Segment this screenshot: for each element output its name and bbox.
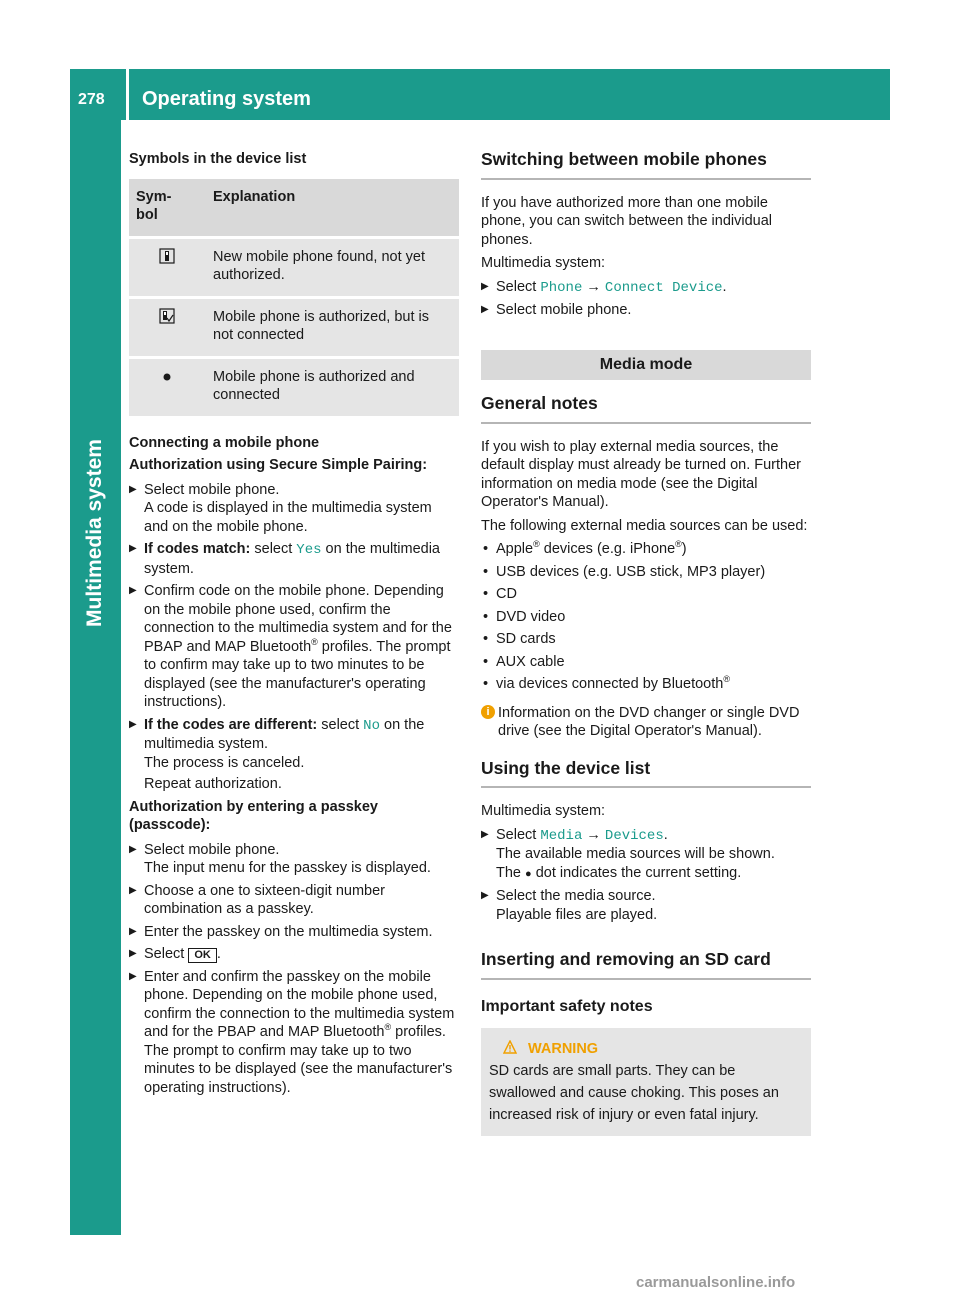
list-item: • USB devices (e.g. USB stick, MP3 player): [481, 563, 811, 582]
list-item: • CD: [481, 585, 811, 604]
symbols-heading: Symbols in the device list: [129, 151, 307, 167]
arrow: →: [582, 826, 605, 843]
step-condition: If the codes are different:: [144, 716, 318, 733]
page-number: 278: [78, 91, 105, 108]
step-text: Confirm code on the mobile phone. Depending on the mobile phone used, confirm the connection to the multimedia system and for the PBAP and MAP Bluetooth: [144, 583, 452, 655]
info-note: [481, 704, 811, 741]
registered-mark: ®: [311, 636, 318, 647]
step-text: dot indicates the current setting.: [531, 864, 742, 881]
page-header: [70, 69, 890, 120]
step-text: Select: [496, 826, 541, 843]
step-text: Playable files are played.: [496, 906, 658, 923]
step-text: on the multimedia system.: [144, 716, 425, 752]
symbol-cell: [129, 237, 206, 297]
ok-key-icon: OK: [188, 948, 217, 963]
list-item: • DVD video: [481, 608, 811, 627]
list-item: [129, 481, 459, 537]
list-item: [129, 540, 459, 578]
list-item: [129, 841, 459, 878]
softkey-no: No: [363, 717, 380, 734]
step-text: select: [250, 541, 297, 557]
step-condition: If codes match:: [144, 541, 251, 557]
step-text: The: [496, 864, 526, 881]
table-row: [129, 357, 459, 416]
info-icon: i: [481, 705, 495, 719]
symbol-cell: [129, 357, 206, 416]
explanation-cell: Mobile phone is authorized, but is not connected: [206, 297, 459, 357]
step-text: .: [663, 826, 668, 843]
registered-mark: ®: [723, 674, 730, 685]
explanation-cell: New mobile phone found, not yet authorized.: [206, 237, 459, 297]
table-row: [129, 237, 459, 297]
warning-triangle-icon: [503, 1040, 517, 1054]
sources-intro: The following external media sources can be used:: [481, 517, 808, 534]
menu-phone: Phone: [540, 279, 583, 296]
side-tab-label: Multimedia system: [83, 439, 106, 627]
switching-text: If you have authorized more than one mobile phone, you can switch between the individual phones.: [481, 194, 772, 248]
softkey-yes: Yes: [296, 542, 322, 558]
passkey-heading: Authorization by entering a passkey (passcode):: [129, 798, 378, 833]
step-text: The process is canceled.: [144, 754, 305, 771]
col-symbol-header: Sym- bol: [129, 179, 206, 238]
explanation-cell: Mobile phone is authorized and connected: [206, 357, 459, 416]
switching-heading: Switching between mobile phones: [481, 150, 811, 180]
warning-box: [481, 1028, 811, 1136]
list-item: [129, 716, 459, 794]
step-text: .: [216, 946, 221, 962]
page-title: Operating system: [142, 88, 311, 110]
header-divider: [126, 69, 129, 120]
symbol-cell: [129, 297, 206, 357]
list-item: [129, 582, 459, 712]
ssp-heading: Authorization using Secure Simple Pairing:: [129, 457, 428, 473]
info-text: Information on the DVD changer or single DVD drive (see the Digital Operator's Manual).: [498, 704, 800, 739]
media-mode-heading: Media mode: [481, 350, 811, 381]
registered-mark: ®: [533, 539, 540, 550]
mobile-phone-authorized-icon: [159, 308, 175, 324]
list-item: ▶ Choose a one to sixteen-digit number combination as a passkey.: [129, 882, 459, 919]
list-item: • AUX cable: [481, 653, 811, 672]
right-column: [481, 150, 811, 1136]
table-row: [129, 297, 459, 357]
bullet-text: Apple: [496, 541, 534, 557]
step-text: profiles. The prompt to confirm may take up to two minutes to be displayed (see the manufacturer's operating instructions).: [144, 1024, 453, 1096]
step-text: .: [722, 278, 727, 295]
bullet-text: ): [681, 541, 687, 557]
step-text: The available media sources will be shown.: [496, 846, 775, 862]
general-notes-text: If you wish to play external media sources, the default display must already be turned on. Further information on media mode (see the Digital Operator's Manual).: [481, 438, 801, 510]
list-item: [481, 826, 811, 884]
warning-title: WARNING: [528, 1041, 599, 1057]
side-tab-label-wrap: [81, 420, 109, 650]
step-text: The input menu for the passkey is displayed.: [144, 860, 431, 876]
registered-mark: ®: [675, 539, 682, 550]
list-item: [481, 675, 811, 694]
list-item: [129, 968, 459, 1098]
connecting-heading: Connecting a mobile phone: [129, 434, 320, 451]
step-text: A code is displayed in the multimedia system and on the mobile phone.: [144, 500, 432, 535]
step-text: on the multimedia system.: [144, 541, 440, 577]
list-item: ▶ Enter the passkey on the multimedia system.: [129, 923, 459, 942]
list-item: [129, 945, 459, 964]
menu-devices: Devices: [604, 827, 664, 844]
step-text: ▶ Select mobile phone.: [144, 481, 280, 498]
mobile-phone-found-icon: [159, 248, 175, 264]
list-item: [481, 278, 811, 298]
step-text: Repeat authorization.: [144, 776, 282, 792]
bullet-text: devices (e.g. iPhone: [539, 541, 676, 557]
device-list-heading: Using the device list: [481, 759, 811, 789]
list-item: ▶ Select mobile phone.: [481, 301, 811, 320]
side-tab: [70, 120, 121, 1235]
safety-heading: Important safety notes: [481, 997, 653, 1015]
step-text: profiles. The prompt to confirm may take up to two minutes to be displayed (see the manufacturer's operating instructions).: [144, 638, 451, 710]
bullet-text: via devices connected by Bluetooth: [496, 676, 724, 692]
sd-card-heading: Inserting and removing an SD card: [481, 950, 811, 980]
registered-mark: ®: [384, 1022, 392, 1033]
arrow: →: [582, 278, 605, 295]
step-text: Enter and confirm the passkey on the mobile phone. Depending on the mobile phone used, confirm the connection to the multimedia system and for the PBAP and MAP Bluetooth: [144, 968, 455, 1040]
step-text: select: [317, 716, 364, 733]
current-dot-icon: ●: [525, 867, 532, 880]
table-header-row: [129, 179, 459, 238]
symbols-table: [129, 179, 459, 416]
step-text: ▶ Select mobile phone.: [144, 841, 280, 858]
watermark: carmanualsonline.info: [636, 1274, 796, 1291]
step-text: ▶ Select the media source.: [496, 888, 656, 904]
list-item: • SD cards: [481, 630, 811, 649]
multimedia-label: Multimedia system:: [481, 803, 606, 819]
connected-dot-icon: [162, 368, 172, 384]
warning-text: SD cards are small parts. They can be swallowed and cause choking. This poses an increased risk of injury or even fatal injury.: [489, 1063, 779, 1123]
list-item: [481, 887, 811, 924]
list-item: [481, 540, 811, 559]
menu-media: Media: [540, 827, 583, 844]
col-explanation-header: Explanation: [206, 179, 459, 238]
step-text: Select: [496, 278, 541, 295]
general-notes-heading: General notes: [481, 394, 811, 424]
left-column: [129, 150, 459, 1101]
multimedia-label: Multimedia system:: [481, 255, 606, 271]
step-text: Select: [144, 946, 189, 962]
menu-connect-device: Connect Device: [604, 279, 723, 296]
